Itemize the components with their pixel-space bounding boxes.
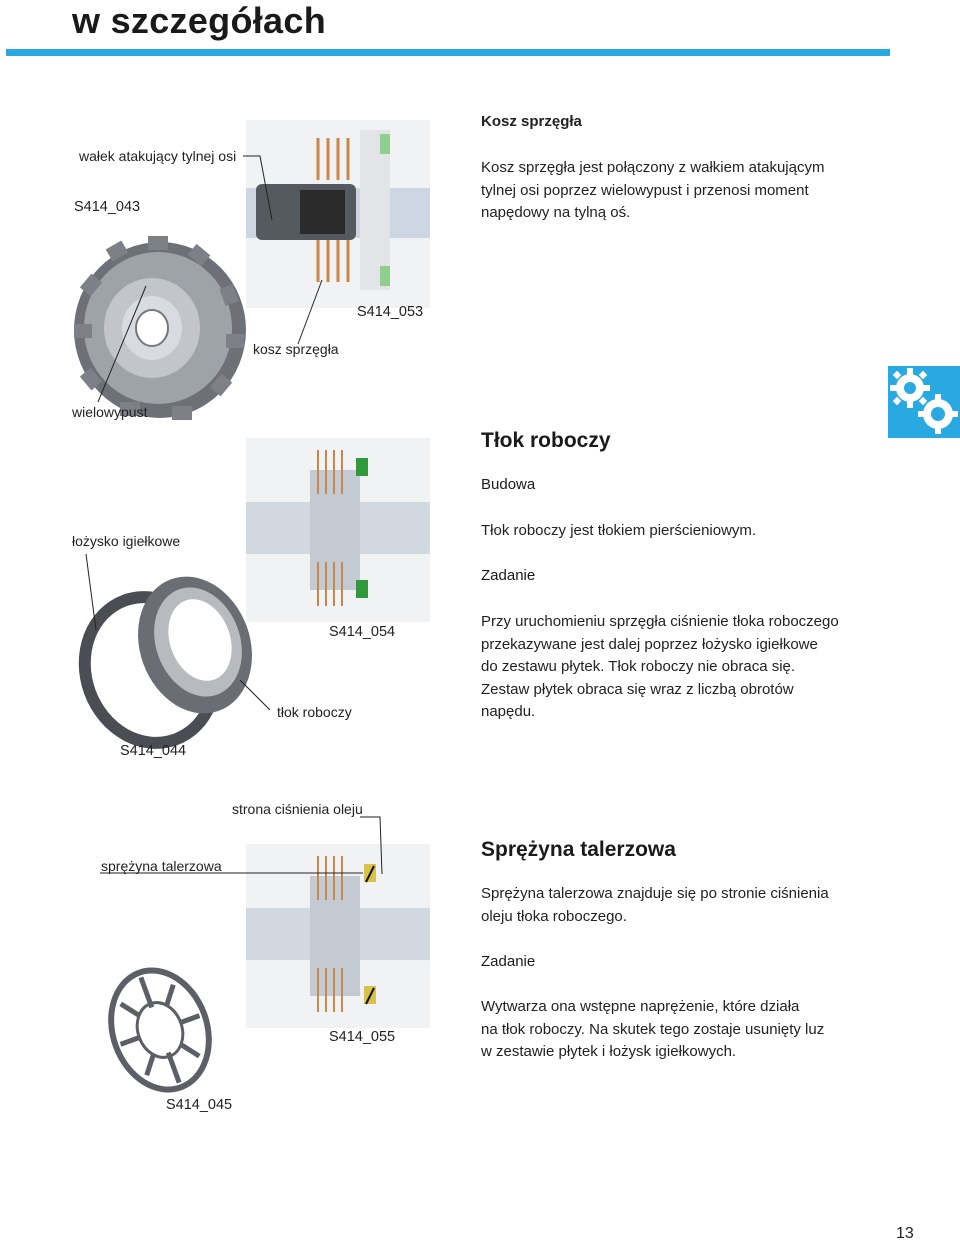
page-title: w szczegółach bbox=[72, 0, 326, 41]
label-working-piston: tłok roboczy bbox=[277, 704, 352, 720]
label-needle-bearing: łożysko igiełkowe bbox=[72, 533, 181, 549]
subheading: Budowa bbox=[481, 476, 536, 493]
section-heading: Tłok roboczy bbox=[481, 429, 611, 452]
subheading: Zadanie bbox=[481, 567, 536, 584]
section-text: Przy uruchomieniu sprzęgła ciśnienie tłoka roboczego przekazywane jest dalej poprzez łożysko igiełkowe do zestawu płytek. Tłok roboczy nie obraca się. Zestaw płytek obraca się wraz z liczbą obrotów napędu. bbox=[481, 613, 839, 720]
figure-code: S414_053 bbox=[357, 304, 424, 320]
label-spline: wielowypust bbox=[72, 404, 148, 420]
disc-spring-figure bbox=[60, 810, 460, 1110]
figure-code: S414_043 bbox=[74, 199, 141, 215]
side-tab bbox=[888, 366, 960, 438]
figure-code: S414_055 bbox=[329, 1029, 396, 1045]
figure-code: S414_045 bbox=[166, 1097, 233, 1113]
section-text: Tłok roboczy jest tłokiem pierścieniowym. bbox=[481, 522, 757, 539]
gears-icon bbox=[888, 366, 960, 438]
clutch-basket-drawing bbox=[74, 236, 246, 420]
section-heading: Kosz sprzęgła bbox=[481, 113, 582, 130]
section-heading: Sprężyna talerzowa bbox=[481, 838, 676, 861]
figure-code: S414_044 bbox=[120, 743, 187, 759]
piston-figure bbox=[60, 430, 460, 750]
label-shaft: wałek atakujący tylnej osi bbox=[79, 148, 237, 164]
label-clutch-basket: kosz sprzęgła bbox=[253, 341, 339, 357]
figure-code: S414_054 bbox=[329, 624, 396, 640]
disc-spring-drawing bbox=[91, 953, 229, 1107]
label-oil-pressure-side: strona ciśnienia oleju bbox=[232, 801, 363, 817]
header-rule bbox=[6, 49, 890, 56]
section-text: Sprężyna talerzowa znajduje się po stronie ciśnienia oleju tłoka roboczego. bbox=[481, 885, 829, 925]
subheading: Zadanie bbox=[481, 953, 536, 970]
page-number: 13 bbox=[896, 1225, 914, 1242]
section-text: Kosz sprzęgła jest połączony z wałkiem atakującym tylnej osi poprzez wielowypust i przenosi moment napędowy na tylną oś. bbox=[481, 159, 825, 221]
section-text: Wytwarza ona wstępne naprężenie, które działa na tłok roboczy. Na skutek tego zostaje usunięty luz w zestawie płytek i łożysk igiełkowych. bbox=[481, 998, 825, 1060]
label-disc-spring: sprężyna talerzowa bbox=[101, 858, 222, 874]
